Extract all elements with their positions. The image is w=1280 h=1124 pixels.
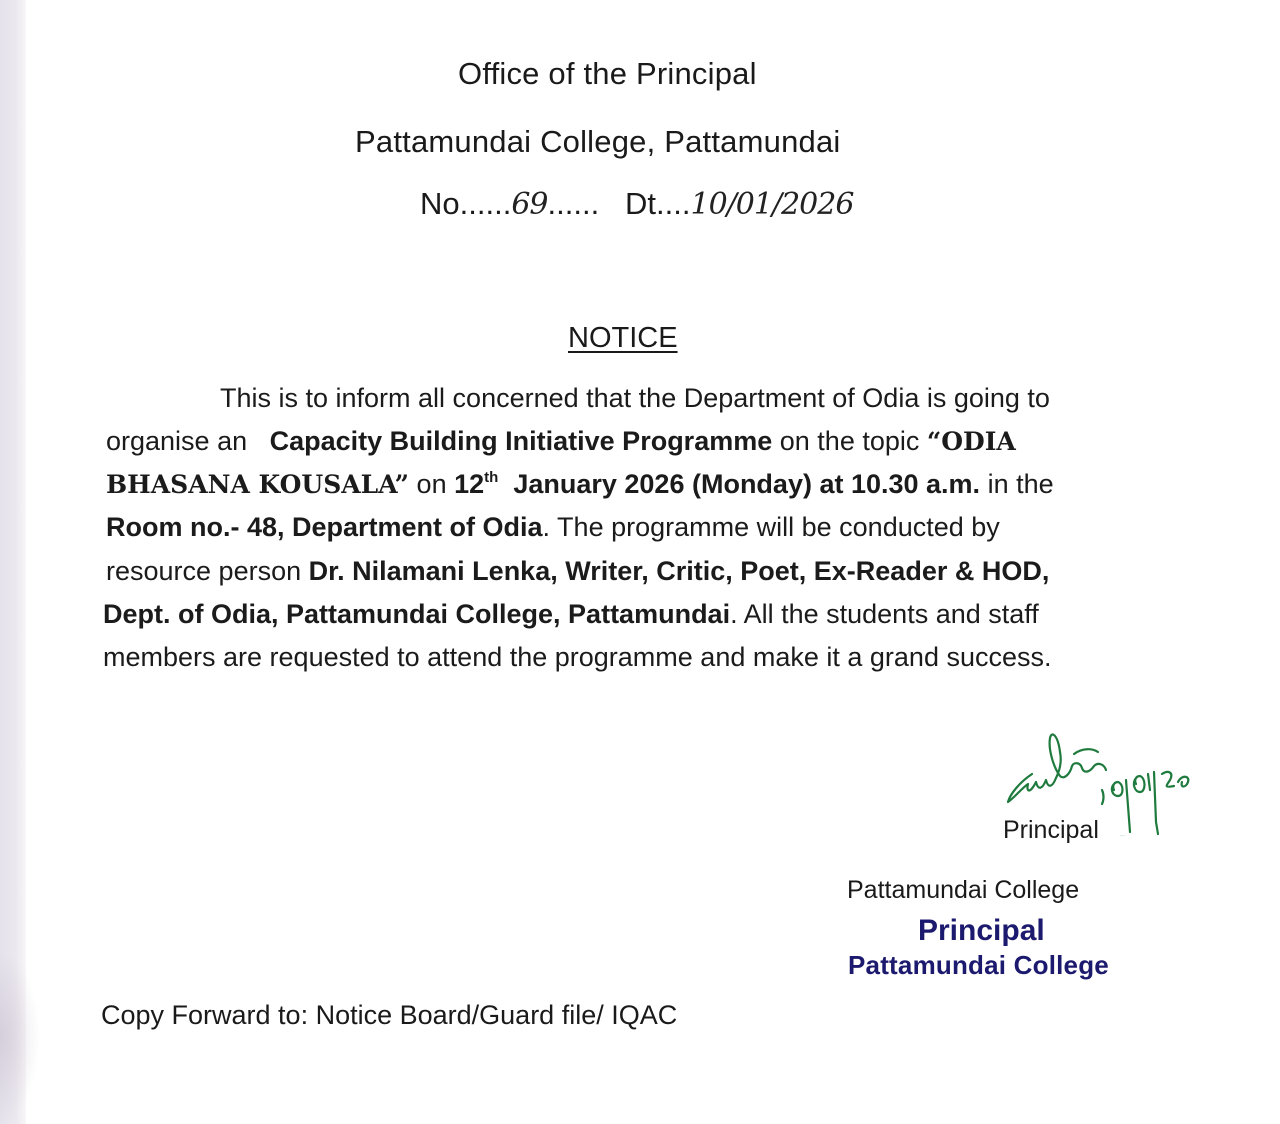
copy-forward-note: Copy Forward to: Notice Board/Guard file/ IQAC <box>101 1000 678 1030</box>
resource-person: Dr. Nilamani Lenka, Writer, Critic, Poet, Ex-Reader & HOD, <box>308 556 1050 586</box>
resource-person-affiliation: Dept. of Odia, Pattamundai College, Pattamundai <box>103 599 731 629</box>
topic-title-cont: BHASANA KOUSALA” <box>106 470 410 499</box>
notice-body-line: resource person Dr. Nilamani Lenka, Writer, Critic, Poet, Ex-Reader & HOD, <box>106 556 1050 586</box>
signatory-institution: Pattamundai College <box>847 876 1080 904</box>
signatory-designation: Principal <box>1003 816 1099 844</box>
programme-name: Capacity Building Initiative Programme <box>269 426 773 456</box>
reference-line: No......69...... Dt....10/01/2026 <box>420 186 854 222</box>
notice-body-line: BHASANA KOUSALA” on 12th January 2026 (Monday) at 10.30 a.m. in the <box>106 469 1054 499</box>
event-day: 12th <box>454 469 499 499</box>
venue: Room no.- 48, Department of Odia <box>106 512 543 542</box>
ref-label: No. <box>420 186 469 221</box>
notice-body-line: Room no.- 48, Department of Odia. The programme will be conducted by <box>106 512 1000 542</box>
paper-shadow <box>0 950 40 1124</box>
stamp-principal: Principal <box>918 914 1045 947</box>
topic-title: “ODIA <box>926 427 1016 456</box>
ref-number-handwritten: 69 <box>511 187 548 222</box>
notice-body-line: This is to inform all concerned that the Department of Odia is going to <box>220 383 1050 413</box>
signed-date: 10/01/26 <box>1120 836 1125 837</box>
college-heading: Pattamundai College, Pattamundai <box>355 124 841 159</box>
event-date-time: January 2026 (Monday) at 10.30 a.m. <box>513 469 981 499</box>
stamp-college: Pattamundai College <box>848 950 1109 980</box>
date-label: Dt. <box>625 186 665 221</box>
office-heading: Office of the Principal <box>458 56 757 91</box>
notice-body-line: organise an Capacity Building Initiative Programme on the topic “ODIA <box>106 426 1016 456</box>
notice-title: NOTICE <box>568 322 678 354</box>
notice-body-line: members are requested to attend the programme and make it a grand success. <box>103 642 1052 672</box>
date-handwritten: 10/01/2026 <box>690 187 854 222</box>
notice-body-line: Dept. of Odia, Pattamundai College, Pattamundai. All the students and staff <box>103 599 1039 629</box>
